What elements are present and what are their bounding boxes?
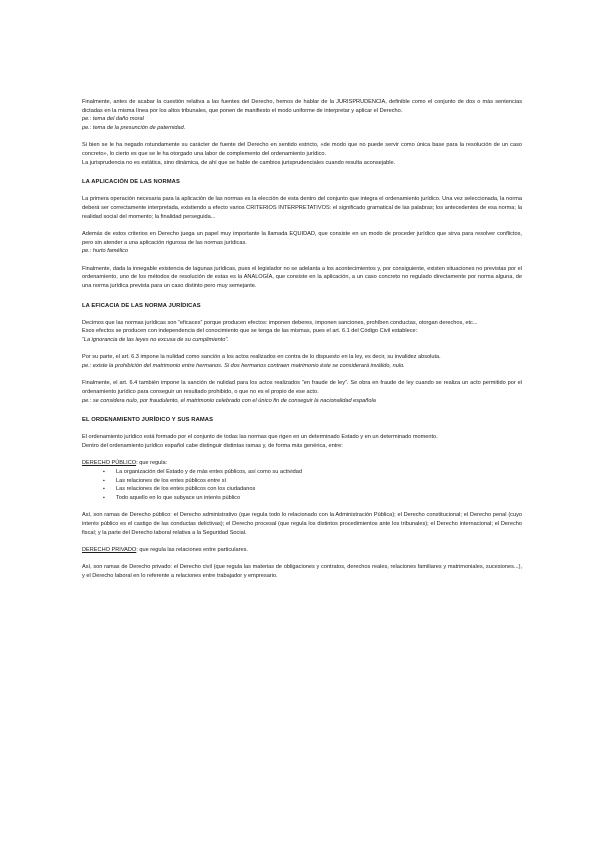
- example-nacionalidad: pe.: se considera nulo, por fraudulento, el matrimonio celebrado con el único fin de conseguir la nacionalidad española: [82, 397, 376, 404]
- criterios-paragraph: La primera operación necesaria para la aplicación de las normas es la elección de esta dentro del conjunto que integra el ordenamiento jurídico. Una vez seleccionada, la norma deberá ser correctamente interpretada, existiendo a efecto varios CRITERIOS INTERPRETATIVOS: el significado gramatical de las palabras; los antecedentes de esa norma; la realidad social del momento; la finalidad perseguida...: [82, 196, 522, 220]
- heading-ordenamiento: EL ORDENAMIENTO JURÍDICO Y SUS RAMAS: [82, 417, 214, 424]
- nulidad-paragraph: Por su parte, el art. 6.3 impone la nulidad como sanción a los actos realizados en contra de lo dispuesto en la ley, es decir, su invalidez absoluta.: [82, 354, 441, 361]
- derecho-publico-list: [82, 468, 522, 503]
- quote-ignorancia: “La ignorancia de las leyes no excusa de su cumplimiento”.: [82, 337, 229, 344]
- analogia-paragraph: Finalmente, dada la innegable existencia de lagunas jurídicas, pues el legislador no se adelanta a los acontecimientos y, por consiguiente, existen situaciones no previstas por el ordenamiento, uno de los métodos de resolución de estas es la ANALOGÍA, que consiste en la aplicación, a un caso concreto no regulado directamente por norma alguna, de una norma jurídica prevista para un caso distinto pero muy semejante.: [82, 265, 522, 290]
- ramas-publico-paragraph: Así, son ramas de Derecho público: el Derecho administrativo (que regula todo lo relacionado con la Administración Pública); el Derecho constitucional; el Derecho penal (cuyo interés público es el castigo de las conductas delictivas); el Derecho procesal (que regula los distintos procedimientos ante los tribunales); el Derecho internacional; el Derecho fiscal; y la parte del Derecho laboral relativa a la Seguridad Social.: [82, 512, 522, 536]
- derecho-publico-rest: : que regula:: [136, 460, 168, 467]
- eficaces-paragraph: Decimos que las normas jurídicas son “eficaces” porque producen efectos: imponen deberes, imponen sanciones, prohíben conductas, otorgan derechos, etc...: [82, 319, 478, 326]
- list-item: ▪ Todo aquello en lo que subyace un interés público: [116, 494, 522, 503]
- fuente-paragraph: Si bien se le ha negado rotundamente su carácter de fuente del Derecho en sentido estricto, «de modo que no puede servir como única base para la resolución de un caso concreto», lo cierto es que se le ha otorgado una labor de complemento del ordenamiento jurídico.: [82, 142, 522, 158]
- heading-eficacia: LA EFICACIA DE LAS NORMA JURÍDICAS: [82, 302, 201, 309]
- example-paternidad: pe.: tema de la presunción de paternidad.: [82, 125, 186, 132]
- example-hermanos: pe.: existe la prohibición del matrimonio entre hermanos. Si dos hermanos contraen matrimonio éste se considerará inválido, nulo.: [82, 363, 405, 370]
- derecho-privado-label: DERECHO PRIVADO: [82, 546, 137, 553]
- heading-aplicacion: LA APLICACIÓN DE LAS NORMAS: [82, 179, 180, 186]
- list-item: ▪ Las relaciones de los entes públicos entre sí: [116, 477, 522, 486]
- equidad-paragraph: Además de estos criterios en Derecho juega un papel muy importante la llamada EQUIDAD, que consiste en un modo de proceder jurídico que sirva para resolver conflictos, pero sin atender a una aplicación rigurosa de las normas jurídicas.: [82, 231, 522, 246]
- efectos-paragraph: Esos efectos se producen con independencia del conocimiento que se tenga de las mismas, pues el art. 6.1 del Código Civil establece:: [82, 328, 418, 335]
- fraude-paragraph: Finalmente, el art. 6.4 también impone la sanción de nulidad para los actos realizados “en fraude de ley”. Se obra en fraude de ley cuando se realiza un acto permitido por el ordenamiento jurídico para conseguir un resultado prohibido, o que no es el propio de ese acto.: [82, 380, 522, 395]
- derecho-privado-line: [82, 546, 522, 555]
- example-dano-moral: pe.: tema del daño moral: [82, 116, 144, 123]
- document-page: [82, 98, 522, 581]
- example-hurto: pe.: hurto famélico: [82, 248, 129, 255]
- ordenamiento-paragraph: El ordenamiento jurídico está formado por el conjunto de todas las normas que rigen en un determinado Estado y en un determinado momento.: [82, 434, 438, 441]
- derecho-publico-label: DERECHO PÚBLICO: [82, 460, 137, 467]
- derecho-privado-rest: : que regula las relaciones entre particulares.: [136, 546, 248, 553]
- ramas-paragraph: Dentro del ordenamiento jurídico español cabe distinguir distintas ramas y, de forma más genérica, entre:: [82, 443, 343, 450]
- jurisprudencia-paragraph: Finalmente, antes de acabar la cuestión relativa a las fuentes del Derecho, hemos de hablar de la JURISPRUDENCIA, definible como el conjunto de dos o más sentencias dictadas en la misma línea por los altos tribunales, que ponen de manifiesto el modo uniforme de interpretar y aplicar el Derecho.: [82, 99, 522, 114]
- dinamica-paragraph: La jurisprudencia no es estática, sino dinámica, de ahí que se hable de cambios jurisprudenciales cuando resulta aconsejable.: [82, 159, 396, 166]
- list-item: ▪ La organización del Estado y de más entes públicos, así como su actividad: [116, 468, 522, 477]
- derecho-publico-line: [82, 459, 522, 468]
- list-item: ▪ Las relaciones de los entes públicos con los ciudadanos: [116, 485, 522, 494]
- ramas-privado-paragraph: Así, son ramas de Derecho privado: el Derecho civil (que regula las materias de obligaciones y contratos, derechos reales, relaciones familiares y matrimoniales, sucesiones...), y el Derecho laboral en lo referente a relaciones entre trabajador y empresario.: [82, 564, 522, 579]
